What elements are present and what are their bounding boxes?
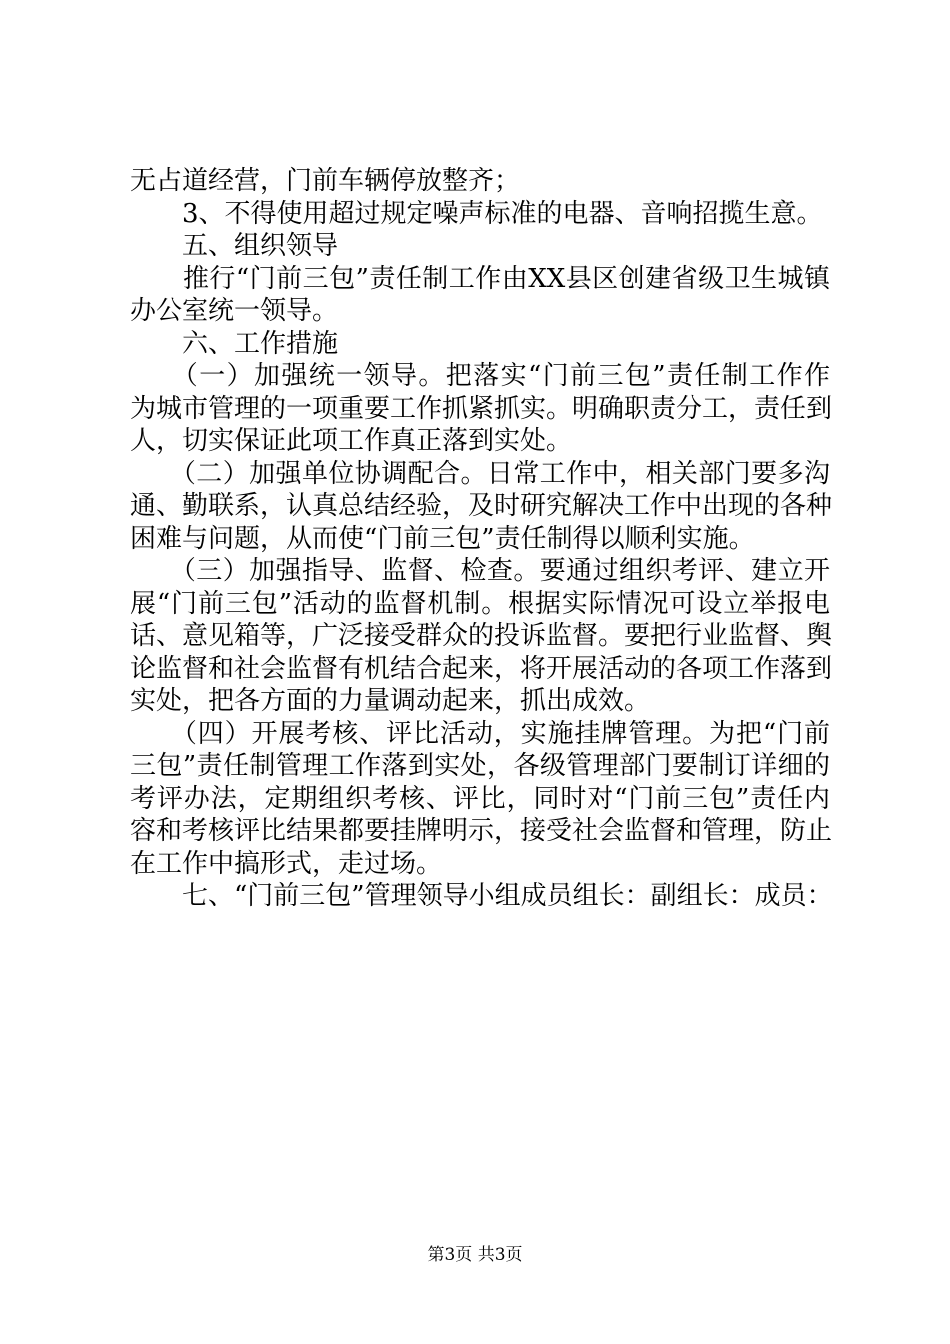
text-line: 三包”责任制管理工作落到实处，各级管理部门要制订详细的 [130, 751, 830, 781]
text-line: 推行“门前三包”责任制工作由XX县区创建省级卫生城镇 [130, 263, 830, 294]
text-line: 在工作中搞形式，走过场。 [130, 848, 443, 879]
page-number-footer: 第3页 共3页 [427, 1245, 523, 1265]
text-line: 话、意见箱等，广泛接受群众的投诉监督。要把行业监督、舆 [130, 621, 833, 651]
section-heading: 五、组织领导 [130, 231, 339, 261]
text-line: 办公室统一领导。 [130, 296, 339, 326]
text-line: 为城市管理的一项重要工作抓紧抓实。明确职责分工，责任到 [130, 393, 833, 424]
text-line: 通、勤联系，认真总结经验，及时研究解决工作中出现的各种 [130, 491, 833, 521]
text-line: 论监督和社会监督有机结合起来，将开展活动的各项工作落到 [130, 653, 833, 684]
text-line: 容和考核评比结果都要挂牌明示，接受社会监督和管理，防止 [130, 816, 833, 846]
text-line: 展“门前三包”活动的监督机制。根据实际情况可设立举报电 [130, 588, 830, 619]
text-line: （三）加强指导、监督、检查。要通过组织考评、建立开 [130, 556, 830, 586]
document-body [130, 165, 833, 913]
text-line: 无占道经营，门前车辆停放整齐； [130, 166, 521, 196]
text-line: 3、不得使用超过规定噪声标准的电器、音响招揽生意。 [130, 198, 823, 229]
text-line: 考评办法，定期组织考核、评比，同时对“门前三包”责任内 [130, 783, 830, 814]
section-heading: 七、“门前三包”管理领导小组成员组长：副组长：成员： [130, 881, 833, 911]
text-line: 实处，把各方面的力量调动起来，抓出成效。 [130, 686, 651, 716]
text-line: 人，切实保证此项工作真正落到实处。 [130, 426, 573, 456]
text-line: 困难与问题，从而使“门前三包”责任制得以顺利实施。 [130, 523, 755, 554]
text-line: （四）开展考核、评比活动，实施挂牌管理。为把“门前 [130, 718, 830, 749]
section-heading: 六、工作措施 [130, 328, 339, 359]
text-line: （二）加强单位协调配合。日常工作中，相关部门要多沟 [130, 458, 830, 489]
text-line: （一）加强统一领导。把落实“门前三包”责任制工作作 [130, 361, 830, 391]
